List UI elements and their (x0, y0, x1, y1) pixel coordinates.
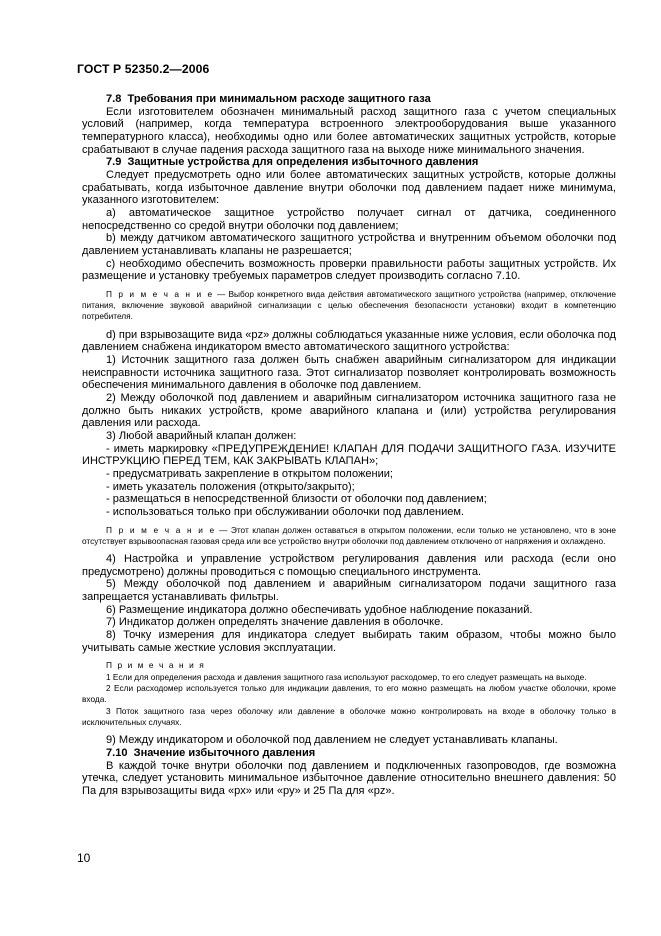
note-item-2: 2 Если расходомер используется только для индикации давления, то его можно размещать на любом участке оболочки, кроме входа. (82, 683, 616, 705)
section-7-9-heading (82, 156, 616, 169)
section-number: 7.10 (106, 746, 128, 759)
note-item-1: 1 Если для определения расхода и давления защитного газа используют расходомер, то его следует размещать на выходе. (106, 671, 587, 682)
item-b: b) между датчиком автоматического защитного устройства и внутренним объемом оболочки под давлением устанавливать клапаны не разрешается; (82, 232, 616, 257)
note-1 (82, 289, 616, 323)
section-7-10-text: В каждой точке внутри оболочки под давлением и подключенных газопроводов, где возможна утечка, следует установить минимальное избыточное давление относительно внешнего давления: 50 Па для взрывозащиты вида «px» или «py» и 25 Па для «pz». (82, 759, 616, 797)
section-number: 7.9 (106, 156, 122, 169)
item-d1: 1) Источник защитного газа должен быть снабжен аварийным сигнализатором для индикации неисправности источника защитного газа. Этот сигнализатор позволяет контролировать возможность обеспечения минимального давления в оболочке под давлением. (82, 354, 616, 392)
section-title: Значение избыточного давления (133, 746, 316, 759)
section-7-8-text: Если изготовителем обозначен минимальный расход защитного газа с учетом специальных условий (например, когда температура встроенного электрооборудования выше указанного температурного класса), необходимы одно или более автоматических защитных устройств, которые срабатывают в случае падения расхода защитного газа на выходе ниже минимального значения. (82, 105, 616, 156)
document-header: ГОСТ Р 52350.2—2006 (77, 62, 210, 76)
page-number: 10 (77, 851, 91, 865)
notes-heading (82, 660, 616, 671)
item-d3-placement: - размещаться в непосредственной близости от оболочки под давлением; (106, 493, 487, 506)
note-text: — Этот клапан должен оставаться в открытом положении, если только не установлено, что в зоне отсутствует взрывоопасная газовая среда или все устройство внутри оболочки под давлением отключено от напряжения и охлаждено. (82, 524, 616, 546)
note-label: П р и м е ч а н и е (106, 524, 216, 535)
section-7-8-heading (82, 93, 616, 106)
item-d4: 4) Настройка и управление устройством регулирования давления или расхода (если оно предусмотрено) должны проводиться с помощью специального инструмента. (82, 553, 616, 578)
page-content (82, 93, 616, 797)
item-d6: 6) Размещение индикатора должно обеспечивать удобное наблюдение показаний. (106, 603, 533, 616)
notes-label: П р и м е ч а н и я (106, 660, 206, 671)
item-d9: 9) Между индикатором и оболочкой под давлением не следует устанавливать клапаны. (106, 734, 558, 747)
item-d3-open-position: - предусматривать закрепление в открытом положении; (106, 467, 394, 480)
item-a: a) автоматическое защитное устройство получает сигнал от датчика, соединенного непосредственно со средой внутри оболочки под давлением; (82, 206, 616, 232)
item-d: d) при взрывозащите вида «pz» должны соблюдаться указанные ниже условия, если оболочка под давлением снабжена индикатором вместо автоматического защитного устройства: (82, 328, 616, 354)
section-7-10-heading (82, 747, 616, 760)
note-label: П р и м е ч а н и е (106, 288, 214, 299)
note-2 (82, 525, 616, 548)
item-d3: 3) Любой аварийный клапан должен: (106, 429, 297, 442)
item-d5: 5) Между оболочкой под давлением и аварийным сигнализатором подачи защитного газа запрещается устанавливать фильтры. (82, 578, 616, 604)
note-item-3: 3 Поток защитного газа через оболочку или давление в оболочке можно контролировать на входе в оболочку только в исключительных случаях. (82, 705, 616, 727)
item-d2: 2) Между оболочкой под давлением и аварийным сигнализатором источника защитного газа не должно быть никаких устройств, кроме аварийного клапана и (или) устройства регулирования давления или расхода. (82, 392, 616, 430)
item-d3-indicator: - иметь указатель положения (открыто/закрыто); (106, 480, 355, 493)
item-d3-usage: - использоваться только при обслуживании оболочки под давлением. (106, 505, 465, 518)
item-d3-marking: - иметь маркировку «ПРЕДУПРЕЖДЕНИЕ! КЛАПАН ДЛЯ ПОДАЧИ ЗАЩИТНОГО ГАЗА. ИЗУЧИТЕ ИНСТРУКЦИЮ ПЕРЕД ТЕМ, КАК ЗАКРЫВАТЬ КЛАПАН»; (82, 442, 616, 468)
note-text: — Выбор конкретного вида действия автоматического защитного устройства (например, отключение питания, включение звуковой аварийной сигнализации с целью обеспечения безопасности установки) входит в компетенцию потребителя. (82, 288, 616, 322)
item-c: c) необходимо обеспечить возможность проверки правильности работы защитных устройств. Их размещение и установку требуемых параметров следует производить согласно 7.10. (82, 257, 616, 283)
section-title: Требования при минимальном расходе защитного газа (127, 93, 431, 105)
section-title: Защитные устройства для определения избыточного давления (127, 156, 479, 169)
section-number: 7.8 (106, 93, 122, 105)
item-d8: 8) Точку измерения для индикатора следует выбирать таким образом, чтобы можно было учитывать самые жесткие условия эксплуатации. (82, 629, 616, 654)
item-d7: 7) Индикатор должен определять значение давления в оболочке. (106, 616, 444, 629)
section-7-9-intro: Следует предусмотреть одно или более автоматических защитных устройств, которые должны срабатывать, когда избыточное давление внутри оболочки под давлением падает ниже минимума, указанного изготовителем: (82, 168, 616, 207)
